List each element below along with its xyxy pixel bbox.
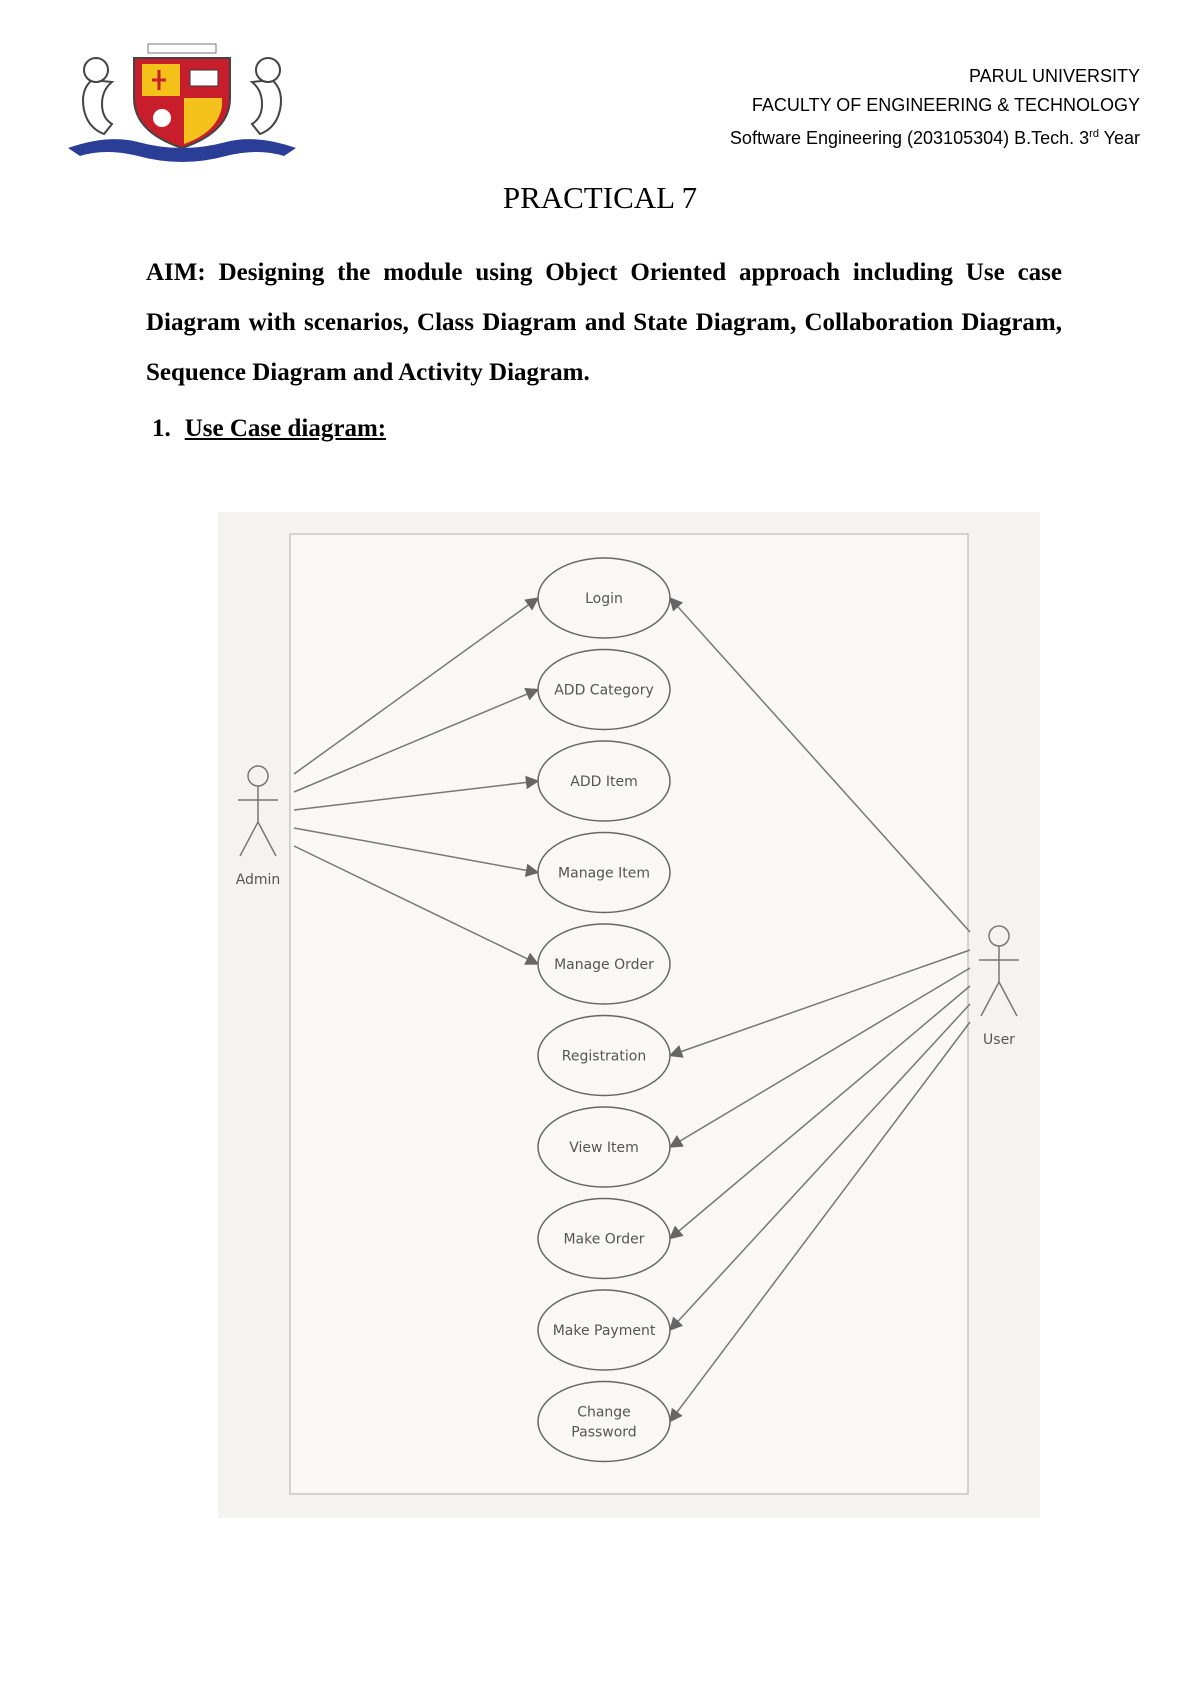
aim-paragraph: [146, 248, 1062, 398]
use-case-login: [538, 558, 670, 638]
use-case-diagram: [218, 512, 1040, 1518]
use-case-add-category: [538, 650, 670, 730]
university-name: PARUL UNIVERSITY: [968, 66, 1140, 86]
use-case-make-payment: [538, 1290, 670, 1370]
course-superscript: rd: [1089, 128, 1099, 140]
use-case-label: Login: [585, 591, 623, 607]
use-case-label: Password: [571, 1424, 637, 1441]
faculty-name: FACULTY OF ENGINEERING & TECHNOLOGY: [751, 95, 1140, 115]
use-case-view-item: [538, 1107, 670, 1187]
use-case-label: Registration: [561, 1048, 647, 1065]
section-title: Use Case diagram:: [184, 415, 387, 442]
university-logo: [62, 40, 302, 164]
use-case-label: ADD Category: [554, 682, 654, 699]
use-case-make-order: [538, 1199, 670, 1279]
use-case-label: ADD Item: [570, 774, 638, 790]
use-case-label: Make Order: [563, 1231, 645, 1248]
section-heading: [152, 415, 386, 443]
aim-text: Designing the module using Object Oriented approach including Use case Diagram with scenarios, Class Diagram and State Diagram, Collaboration Diagram, Sequence Diagram and Activity Diagram.: [146, 259, 1062, 386]
course-line: [730, 120, 1140, 153]
section-number: 1.: [152, 415, 171, 442]
use-case-change-password: [538, 1382, 670, 1462]
admin-actor: [238, 766, 278, 856]
use-case-label: Make Payment: [552, 1323, 656, 1339]
course-prefix: Software Engineering (203105304) B.Tech. 3: [729, 128, 1090, 148]
use-case-manage-item: [538, 833, 670, 913]
use-case-registration: [538, 1016, 670, 1096]
use-case-manage-order: [538, 924, 670, 1004]
user-actor-label: User: [983, 1032, 1015, 1048]
aim-label: AIM:: [146, 259, 206, 286]
user-actor: [979, 926, 1019, 1016]
use-case-add-item: [538, 741, 670, 821]
use-case-label: Change: [577, 1404, 631, 1421]
page-header: [730, 62, 1140, 153]
course-suffix: Year: [1098, 128, 1140, 148]
use-case-diagram-canvas: [218, 512, 1040, 1518]
use-case-label: View Item: [569, 1140, 639, 1156]
admin-actor-label: Admin: [235, 872, 281, 888]
use-case-label: Manage Item: [558, 865, 650, 882]
page-title: PRACTICAL 7: [502, 180, 698, 215]
use-case-label: Manage Order: [554, 957, 654, 973]
